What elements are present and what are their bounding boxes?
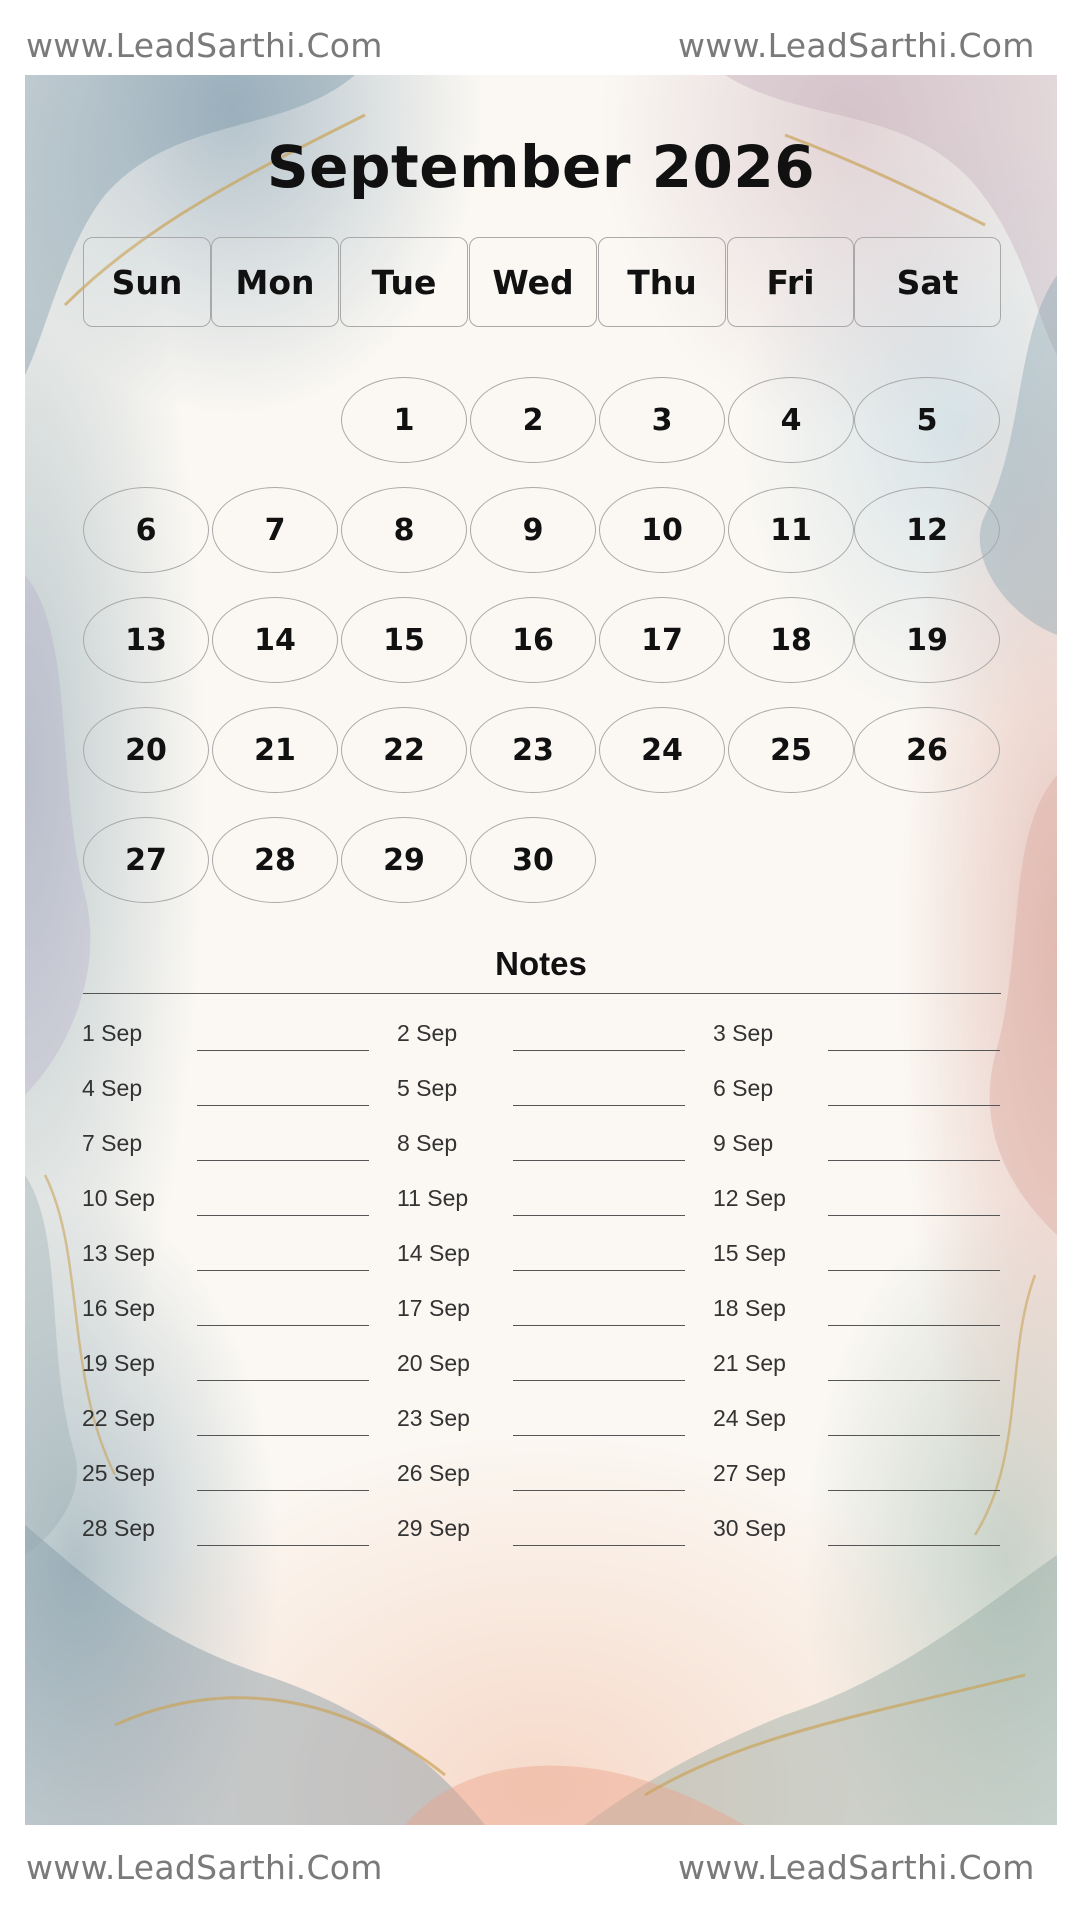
date-cell-13[interactable]: 13	[83, 597, 209, 683]
note-writing-line[interactable]	[513, 1545, 685, 1546]
date-cell-20[interactable]: 20	[83, 707, 209, 793]
note-writing-line[interactable]	[513, 1435, 685, 1436]
note-writing-line[interactable]	[513, 1050, 685, 1051]
watermark-top-right: www.LeadSarthi.Com	[678, 26, 1035, 65]
note-writing-line[interactable]	[197, 1325, 369, 1326]
note-writing-line[interactable]	[828, 1050, 1000, 1051]
date-cell-7[interactable]: 7	[212, 487, 338, 573]
note-date-label: 17 Sep	[397, 1295, 470, 1321]
note-date-label: 25 Sep	[82, 1460, 155, 1486]
note-date-label: 16 Sep	[82, 1295, 155, 1321]
note-date-label: 10 Sep	[82, 1185, 155, 1211]
note-writing-line[interactable]	[828, 1435, 1000, 1436]
note-date-label: 12 Sep	[713, 1185, 786, 1211]
date-cell-19[interactable]: 19	[854, 597, 1000, 683]
date-cell-16[interactable]: 16	[470, 597, 596, 683]
note-writing-line[interactable]	[197, 1050, 369, 1051]
weekday-wed: Wed	[469, 237, 597, 327]
note-writing-line[interactable]	[197, 1270, 369, 1271]
calendar-page	[25, 75, 1057, 1825]
date-cell-28[interactable]: 28	[212, 817, 338, 903]
note-date-label: 4 Sep	[82, 1075, 143, 1101]
weekday-mon: Mon	[211, 237, 339, 327]
note-date-label: 28 Sep	[82, 1515, 155, 1541]
note-date-label: 22 Sep	[82, 1405, 155, 1431]
date-cell-24[interactable]: 24	[599, 707, 725, 793]
date-cell-30[interactable]: 30	[470, 817, 596, 903]
note-date-label: 27 Sep	[713, 1460, 786, 1486]
note-writing-line[interactable]	[828, 1545, 1000, 1546]
date-cell-27[interactable]: 27	[83, 817, 209, 903]
note-date-label: 29 Sep	[397, 1515, 470, 1541]
note-date-label: 30 Sep	[713, 1515, 786, 1541]
watermark-top-left: www.LeadSarthi.Com	[26, 26, 383, 65]
note-date-label: 19 Sep	[82, 1350, 155, 1376]
date-cell-8[interactable]: 8	[341, 487, 467, 573]
note-date-label: 6 Sep	[713, 1075, 774, 1101]
watermark-bottom-right: www.LeadSarthi.Com	[678, 1848, 1035, 1887]
note-writing-line[interactable]	[828, 1490, 1000, 1491]
note-writing-line[interactable]	[828, 1160, 1000, 1161]
note-date-label: 15 Sep	[713, 1240, 786, 1266]
date-cell-26[interactable]: 26	[854, 707, 1000, 793]
date-cell-12[interactable]: 12	[854, 487, 1000, 573]
date-cell-11[interactable]: 11	[728, 487, 854, 573]
note-writing-line[interactable]	[513, 1105, 685, 1106]
note-date-label: 3 Sep	[713, 1020, 774, 1046]
date-cell-29[interactable]: 29	[341, 817, 467, 903]
note-date-label: 9 Sep	[713, 1130, 774, 1156]
note-date-label: 2 Sep	[397, 1020, 458, 1046]
note-date-label: 26 Sep	[397, 1460, 470, 1486]
note-date-label: 8 Sep	[397, 1130, 458, 1156]
note-date-label: 13 Sep	[82, 1240, 155, 1266]
note-writing-line[interactable]	[197, 1105, 369, 1106]
note-date-label: 11 Sep	[397, 1185, 469, 1211]
date-cell-18[interactable]: 18	[728, 597, 854, 683]
note-writing-line[interactable]	[828, 1215, 1000, 1216]
calendar-title: September 2026	[266, 133, 816, 201]
date-cell-23[interactable]: 23	[470, 707, 596, 793]
note-writing-line[interactable]	[828, 1380, 1000, 1381]
note-date-label: 14 Sep	[397, 1240, 470, 1266]
date-cell-2[interactable]: 2	[470, 377, 596, 463]
date-cell-4[interactable]: 4	[728, 377, 854, 463]
weekday-sun: Sun	[83, 237, 211, 327]
note-writing-line[interactable]	[513, 1270, 685, 1271]
note-date-label: 18 Sep	[713, 1295, 786, 1321]
note-writing-line[interactable]	[828, 1105, 1000, 1106]
date-cell-6[interactable]: 6	[83, 487, 209, 573]
date-cell-22[interactable]: 22	[341, 707, 467, 793]
notes-divider	[83, 993, 1001, 994]
notes-title: Notes	[495, 945, 587, 982]
date-cell-15[interactable]: 15	[341, 597, 467, 683]
note-writing-line[interactable]	[197, 1545, 369, 1546]
note-writing-line[interactable]	[197, 1160, 369, 1161]
note-writing-line[interactable]	[197, 1215, 369, 1216]
note-date-label: 1 Sep	[82, 1020, 143, 1046]
note-date-label: 20 Sep	[397, 1350, 470, 1376]
note-writing-line[interactable]	[513, 1325, 685, 1326]
weekday-fri: Fri	[727, 237, 854, 327]
weekday-thu: Thu	[598, 237, 726, 327]
date-cell-14[interactable]: 14	[212, 597, 338, 683]
date-cell-3[interactable]: 3	[599, 377, 725, 463]
date-cell-1[interactable]: 1	[341, 377, 467, 463]
note-writing-line[interactable]	[197, 1435, 369, 1436]
note-writing-line[interactable]	[828, 1270, 1000, 1271]
date-cell-17[interactable]: 17	[599, 597, 725, 683]
note-date-label: 23 Sep	[397, 1405, 470, 1431]
note-date-label: 24 Sep	[713, 1405, 786, 1431]
weekday-sat: Sat	[854, 237, 1001, 327]
note-writing-line[interactable]	[513, 1380, 685, 1381]
watermark-bottom-left: www.LeadSarthi.Com	[26, 1848, 383, 1887]
note-date-label: 7 Sep	[82, 1130, 143, 1156]
note-date-label: 21 Sep	[713, 1350, 786, 1376]
date-cell-10[interactable]: 10	[599, 487, 725, 573]
weekday-tue: Tue	[340, 237, 468, 327]
note-writing-line[interactable]	[197, 1380, 369, 1381]
note-writing-line[interactable]	[828, 1325, 1000, 1326]
note-writing-line[interactable]	[513, 1490, 685, 1491]
note-writing-line[interactable]	[513, 1160, 685, 1161]
note-date-label: 5 Sep	[397, 1075, 458, 1101]
note-writing-line[interactable]	[197, 1490, 369, 1491]
date-cell-21[interactable]: 21	[212, 707, 338, 793]
date-cell-9[interactable]: 9	[470, 487, 596, 573]
date-cell-5[interactable]: 5	[854, 377, 1000, 463]
date-cell-25[interactable]: 25	[728, 707, 854, 793]
note-writing-line[interactable]	[513, 1215, 685, 1216]
